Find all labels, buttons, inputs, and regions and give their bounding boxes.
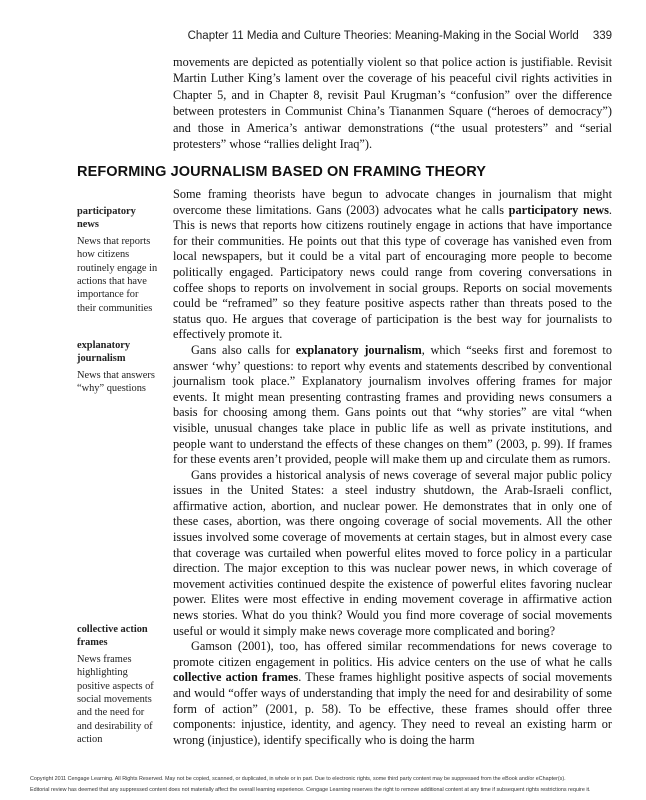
margin-note-collective-action-frames xyxy=(77,623,159,747)
paragraph-text: Gans also calls for xyxy=(191,342,296,357)
margin-note-definition: News that reports how citizens routinely engage in actions that have importance for their communities xyxy=(77,235,158,314)
paragraph-collective-action-frames xyxy=(173,639,612,748)
running-title: Chapter 11 Media and Culture Theories: Meaning-Making in the Social World xyxy=(187,30,579,42)
margin-note-explanatory-journalism xyxy=(77,339,159,396)
key-term: participatory news xyxy=(508,202,609,217)
paragraph-explanatory-journalism xyxy=(173,343,612,468)
intro-paragraph: movements are depicted as potentially violent so that police action is justifiable. Revisit Martin Luther King’s lament over the coverage of his peaceful civil rights activities in Chapter 5, and in Chapter 8, revisit Paul Krugman’s “confusion” over the difference between protesters in Communist China’s Tiananmen Square (“heroes of democracy”) and those in America’s antiwar demonstrations (“the usual protesters” and “serial protesters” whose “rallies delight Iraq”). xyxy=(173,55,612,152)
paragraph-participatory-news xyxy=(173,187,612,343)
copyright-footer-line-1: Copyright 2011 Cengage Learning. All Rights Reserved. May not be copied, scanned, or duplicated, in whole or in part. Due to electronic rights, some third party content may be suppressed from the eBook and/or eChapter(s). xyxy=(30,776,566,782)
paragraph-text: Some framing theorists have begun to advocate changes in journalism that might overcome these limitations. Gans (2003) advocates what he calls xyxy=(173,187,612,217)
main-text xyxy=(173,187,612,748)
section-heading: REFORMING JOURNALISM BASED ON FRAMING THEORY xyxy=(77,164,487,180)
margin-note-definition: News that answers “why” questions xyxy=(77,369,155,395)
paragraph-text: . These frames highlight positive aspects of social movements and would “offer ways of understanding that imply the need for and desirability of some form of action” (2001, p. 58). To be effective, these frames should offer three components: injustice, identity, and agency. They need to reveal an existing harm or wrong (injustice), identify specifically who is doing the harm xyxy=(173,670,612,747)
key-term: explanatory journalism xyxy=(295,342,422,357)
paragraph-text: . This is news that reports how citizens routinely engage in actions that have importance for their communities. He points out that this type of coverage has vanished even from local newspapers, but it could be a vital part of encouraging more people to become politically engaged. Participatory news could range from covering conversations in coffee shops to reports on involvement in social groups. Reports on social movements could be “reframed” so they feature positive aspects rather than threats posed to the status quo. He argues that coverage of participation is the best way for journalists to effectively promote it. xyxy=(173,202,612,342)
copyright-footer-line-2: Editorial review has deemed that any suppressed content does not materially affect the overall learning experience. Cengage Learning reserves the right to remove additional content at any time if subsequent rights restrictions require it. xyxy=(30,787,591,793)
page-number: 339 xyxy=(592,30,612,42)
paragraph-text: Gamson (2001), too, has offered similar recommendations for news coverage to promote citizen engagement in politics. His advice centers on the use of what he calls xyxy=(173,639,612,669)
paragraph-historical-analysis: Gans provides a historical analysis of news coverage of several major public policy issues in the United States: a steel industry shutdown, the Arab-Israeli conflict, affirmative action, abortion, and nuclear power. He demonstrates that in only one of these cases, abortion, was there ongoing coverage of social movements. All the other issues involved some coverage of movements at certain stages, but in almost every case that coverage was curtailed when powerful elites moved to force policy in a particular direction. The major exception to this was nuclear power news, in which coverage of movement activities continued despite the existence of powerful elites favoring nuclear power. Elites were most effective in ending movement coverage in affirmative action news stories. What do you think? Would you find more coverage of social movements useful or would it simply make news coverage more complicated and boring? xyxy=(173,467,612,638)
margin-note-term: participatory news xyxy=(77,206,136,231)
running-header xyxy=(160,30,612,42)
margin-note-participatory-news xyxy=(77,205,159,315)
margin-note-term: collective action frames xyxy=(77,624,148,649)
margin-note-term: explanatory journalism xyxy=(77,340,131,365)
key-term: collective action frames xyxy=(173,670,299,685)
paragraph-text: , which “seeks first and foremost to answer ‘why’ questions: to report why events and statements described by conventional journalism took place.” Explanatory journalism involves offering frames for major events. It might mean presenting contrasting frames and providing news consumers a basis for choosing among them. Gans points out that “why stories” are vital “when visible, unusual changes take place in public life as well as private institutions, and people want to understand the effects of these changes on them” (2003, p. 99). If frames for these events aren’t provided, people will make them up and circulate them as rumors. xyxy=(173,342,612,467)
margin-note-definition: News frames highlighting positive aspects of social movements and the need for and desirability of action xyxy=(77,653,154,746)
